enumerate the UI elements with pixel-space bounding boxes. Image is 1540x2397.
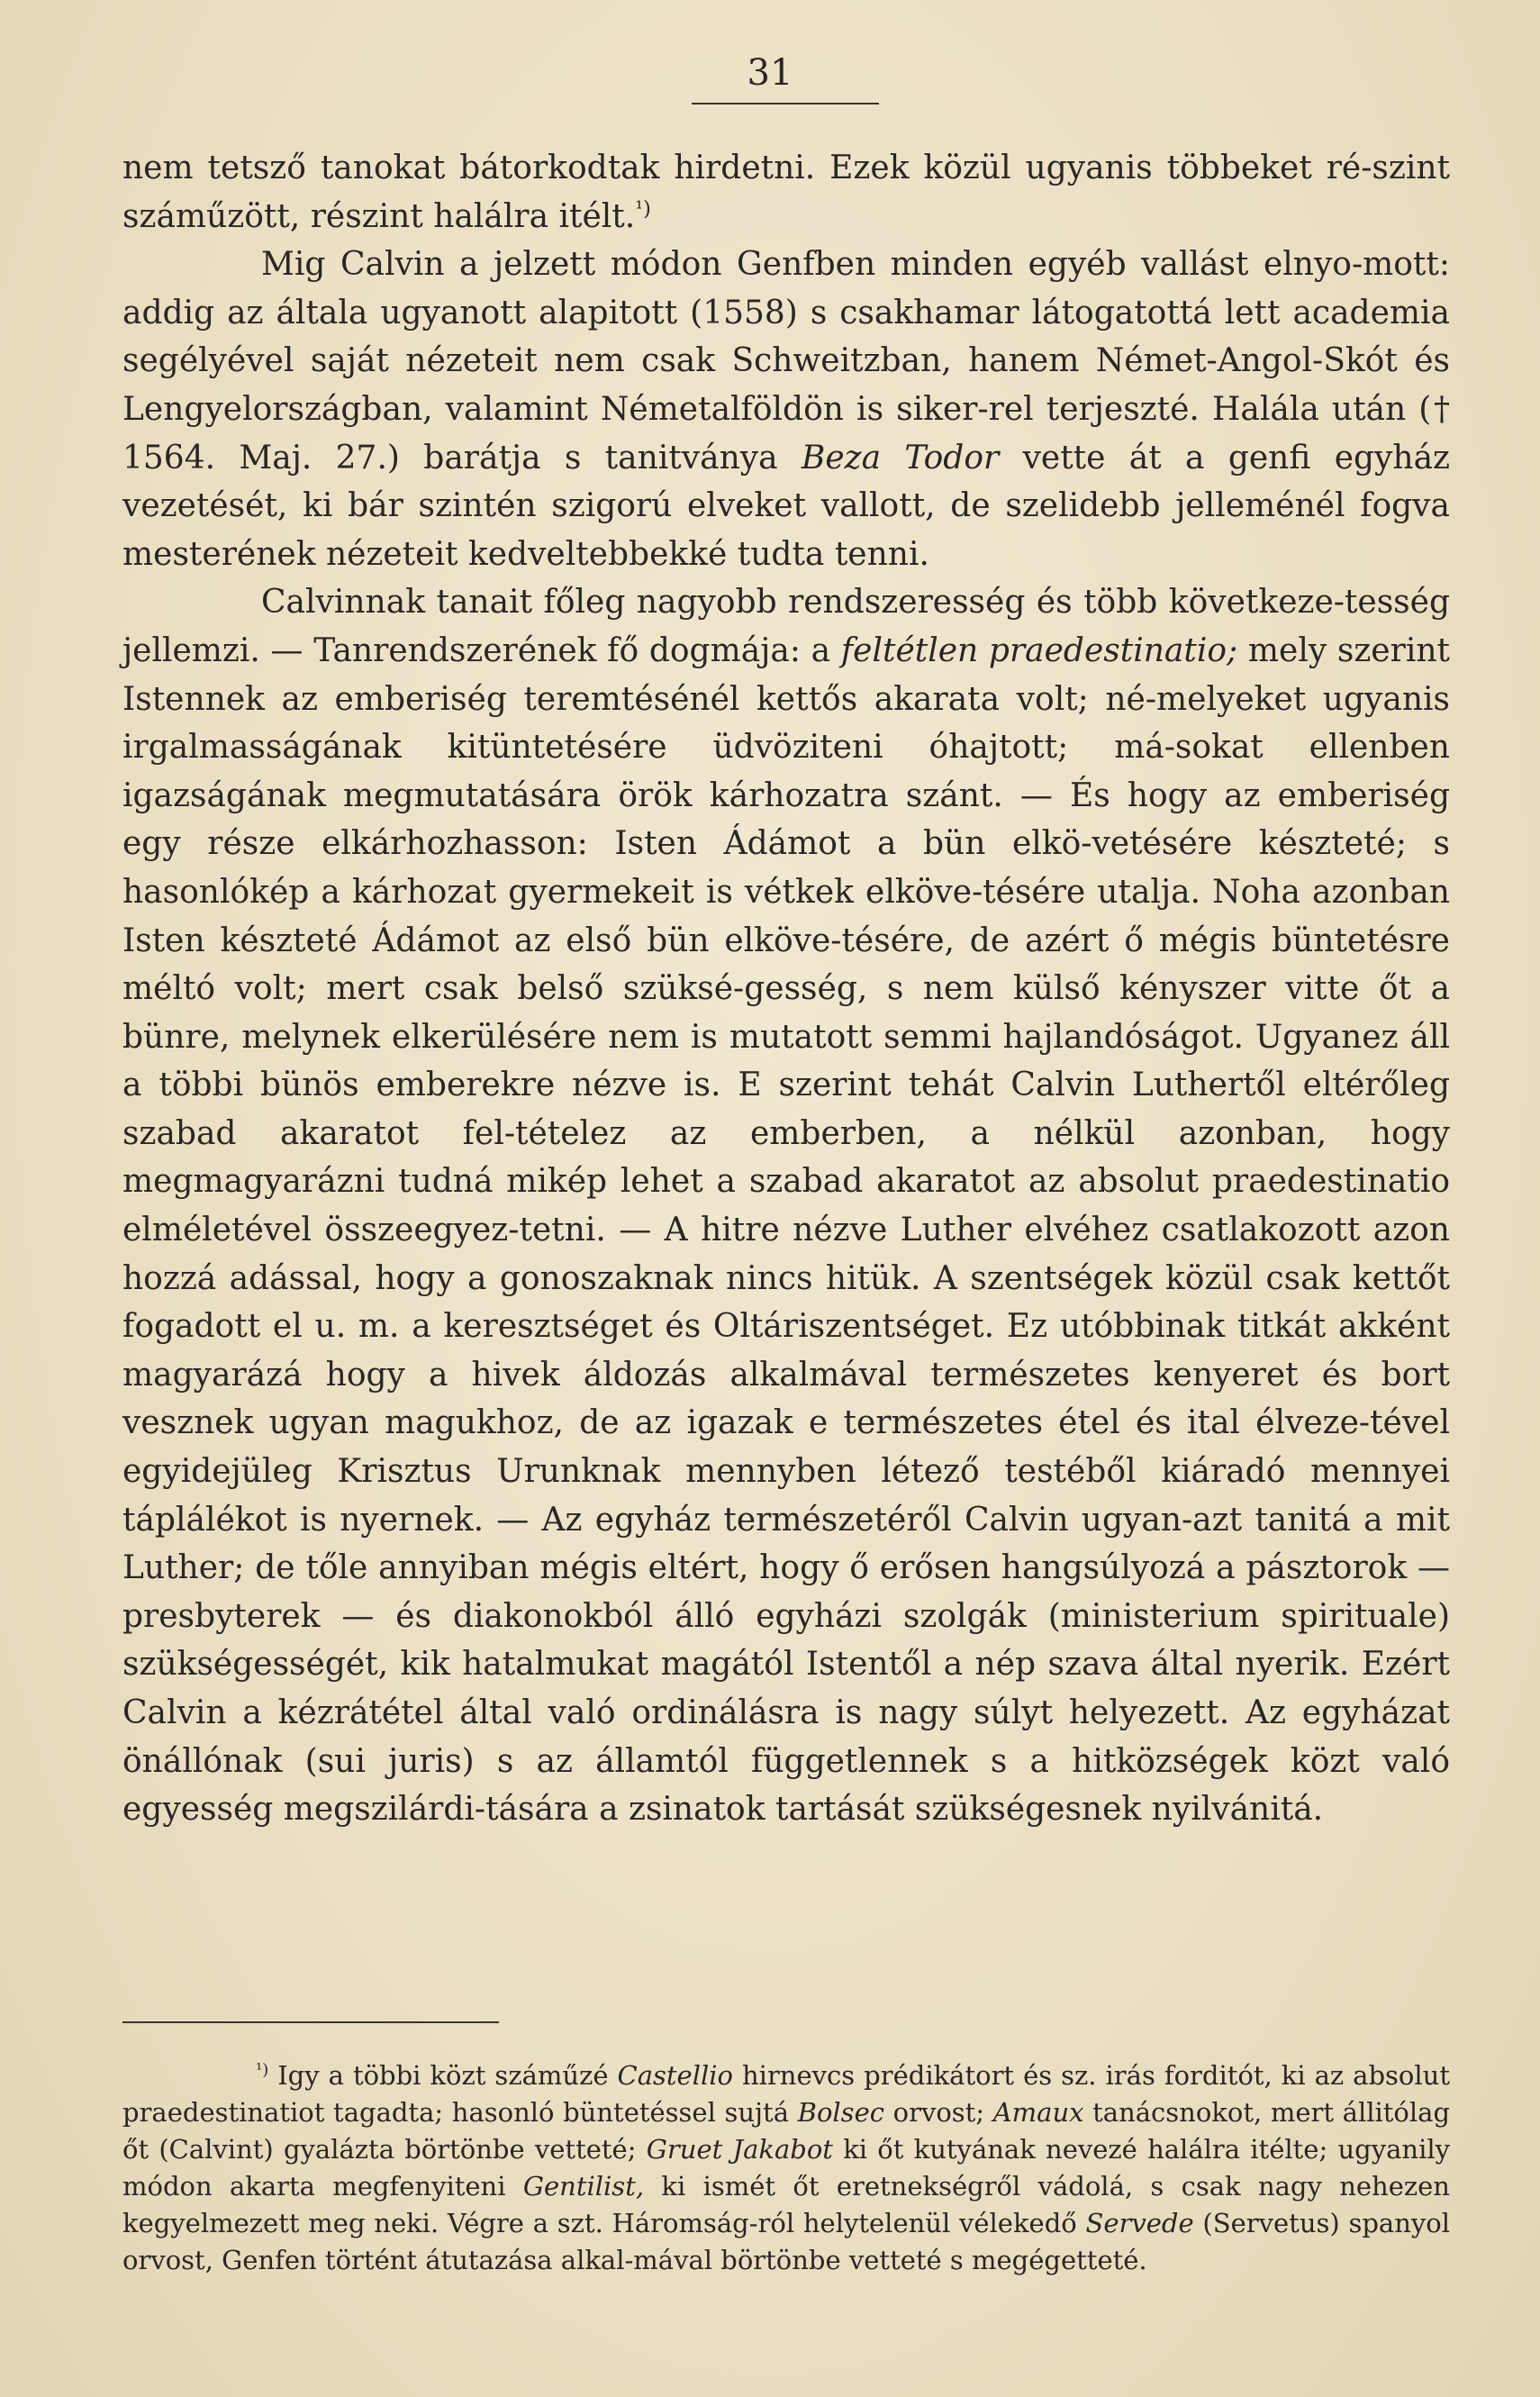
name-castellio: Castellio — [617, 2060, 733, 2091]
footnote-rule — [122, 2021, 499, 2023]
paragraph-2-text-a: Mig Calvin a jelzett módon Genfben minden egyéb vallást elnyo-mott: addig az általa ugyanott alapitott (1558) s csakhamar látogatottá lett academia segélyével saját nézeteit nem csak Schweitzban, hanem Német-Angol-Skót és Lengyelországban, valamint Németalföldön is siker-rel terjeszté. Halála után († 1564. Maj. 27.) barátja s tanitványa — [122, 246, 1450, 477]
paragraph-1-text: nem tetsző tanokat bátorkodtak hirdetni. Ezek közül ugyanis többeket ré-szint száműzött, részint halálra itélt. — [122, 150, 1450, 235]
paragraph-3 — [122, 578, 1450, 1833]
footnote-text: Igy a többi közt száműzé — [268, 2060, 618, 2091]
footnote-marker: ¹) — [256, 2060, 269, 2080]
header-rule — [692, 103, 879, 104]
page-number: 31 — [747, 52, 793, 94]
paragraph-2-text-b: vette át a genfi egyház vezetését, ki bár szintén szigorú elveket vallott, de szelidebb jelleménél fogva mesterének nézeteit kedveltebbekké tudta tenni. — [122, 439, 1451, 573]
paragraph-3-text-b: mely szerint Istennek az emberiség teremtésénél kettős akarata volt; né-melyeket ugyanis irgalmasságának kitüntetésére üdvöziteni óhajtott; má-sokat ellenben igazságának megmutatására örök kárhozatra szánt. — És hogy az emberiség egy része elkárhozhasson: Isten Ádámot a bün elkö-vetésére készteté; s hasonlókép a kárhozat gyermekeit is vétkek elköve-tésére utalja. Noha azonban Isten készteté Ádámot az első bün elköve-tésére, de azért ő mégis büntetésre méltó volt; mert csak belső szüksé-gesség, s nem külső kényszer vitte őt a bünre, melynek elkerülésére nem is mutatott semmi hajlandóságot. Ugyanez áll a többi bünös emberekre nézve is. E szerint tehát Calvin Luthertől eltérőleg szabad akaratot fel-tételez az emberben, a nélkül azonban, hogy megmagyarázni tudná mikép lehet a szabad akaratot az absolut praedestinatio elméletével összeegyez-tetni. — A hitre nézve Luther elvéhez csatlakozott azon hozzá adással, hogy a gonoszaknak nincs hitük. A szentségek közül csak kettőt fogadott el u. m. a keresztséget és Oltáriszentséget. Ez utóbbinak titkát akként magyarázá hogy a hivek áldozás alkalmával természetes kenyeret és bort vesznek ugyan magukhoz, de az igazak e természetes étel és ital élveze-tével egyidejüleg Krisztus Urunknak mennyben létező testéből kiáradó mennyei táplálékot is nyernek. — Az egyház természetéről Calvin ugyan-azt tanitá a mit Luther; de tőle annyiban mégis eltért, hogy ő erősen hangsúlyozá a pásztorok — presbyterek — és diakonokból álló egyházi szolgák (ministerium spirituale) szükségességét, kik hatalmukat magától Istentől a nép szava által nyerik. Ezért Calvin a kézrátétel által való ordinálásra is nagy súlyt helyezett. Az egyházat önállónak (sui juris) s az államtól függetlennek s a hitközségek közt való egyesség megszilárdi-tására a zsinatok tartását szükségesnek nyilvánitá. — [122, 631, 1450, 1829]
term-praedestinatio: feltétlen praedestinatio; — [840, 631, 1238, 669]
footnote-text: orvost; — [883, 2097, 993, 2128]
body-text — [122, 144, 1450, 1834]
footnote-reference[interactable]: ¹) — [635, 196, 651, 221]
paragraph-3-text-a: Calvinnak tanait főleg nagyobb rendszeresség és több következe-tesség jellemzi. — Tanrendszerének fő dogmája: a — [122, 584, 1450, 669]
name-amaux: Amaux — [992, 2097, 1084, 2128]
footnote-text: tanácsnokot, mert állitólag őt (Calvint) gyalázta börtönbe vetteté; — [122, 2097, 1451, 2165]
footnote — [122, 2057, 1450, 2279]
paragraph-2 — [122, 241, 1450, 578]
name-bolsec: Bolsec — [797, 2097, 884, 2128]
name-gruet-jakabot: Gruet Jakabot — [646, 2134, 833, 2165]
paragraph-1 — [122, 144, 1450, 241]
name-servede: Servede — [1085, 2208, 1194, 2238]
footnote-text: (Servetus) spanyol orvost, Genfen történt átutazása alkal-mával börtönbe vetteté s megégetteté. — [122, 2208, 1450, 2275]
footnote-text: ki őt kutyának nevezé halálra itélte; ugyanily módon akarta megfenyiteni — [122, 2134, 1451, 2202]
name-gentilis: Gentilist, — [522, 2171, 645, 2202]
footnote-text: hirnevcs prédikátort és sz. irás forditót, ki az absolut praedestinatiot tagadta; hasonló büntetéssel sujtá — [122, 2060, 1450, 2128]
name-beza-todor: Beza Todor — [801, 439, 1000, 477]
footnote-text: ki ismét őt eretnekségről vádolá, s csak nagy nehezen kegyelmezett meg neki. Végre a szt. Háromság-ról helytelenül vélekedő — [122, 2171, 1450, 2238]
